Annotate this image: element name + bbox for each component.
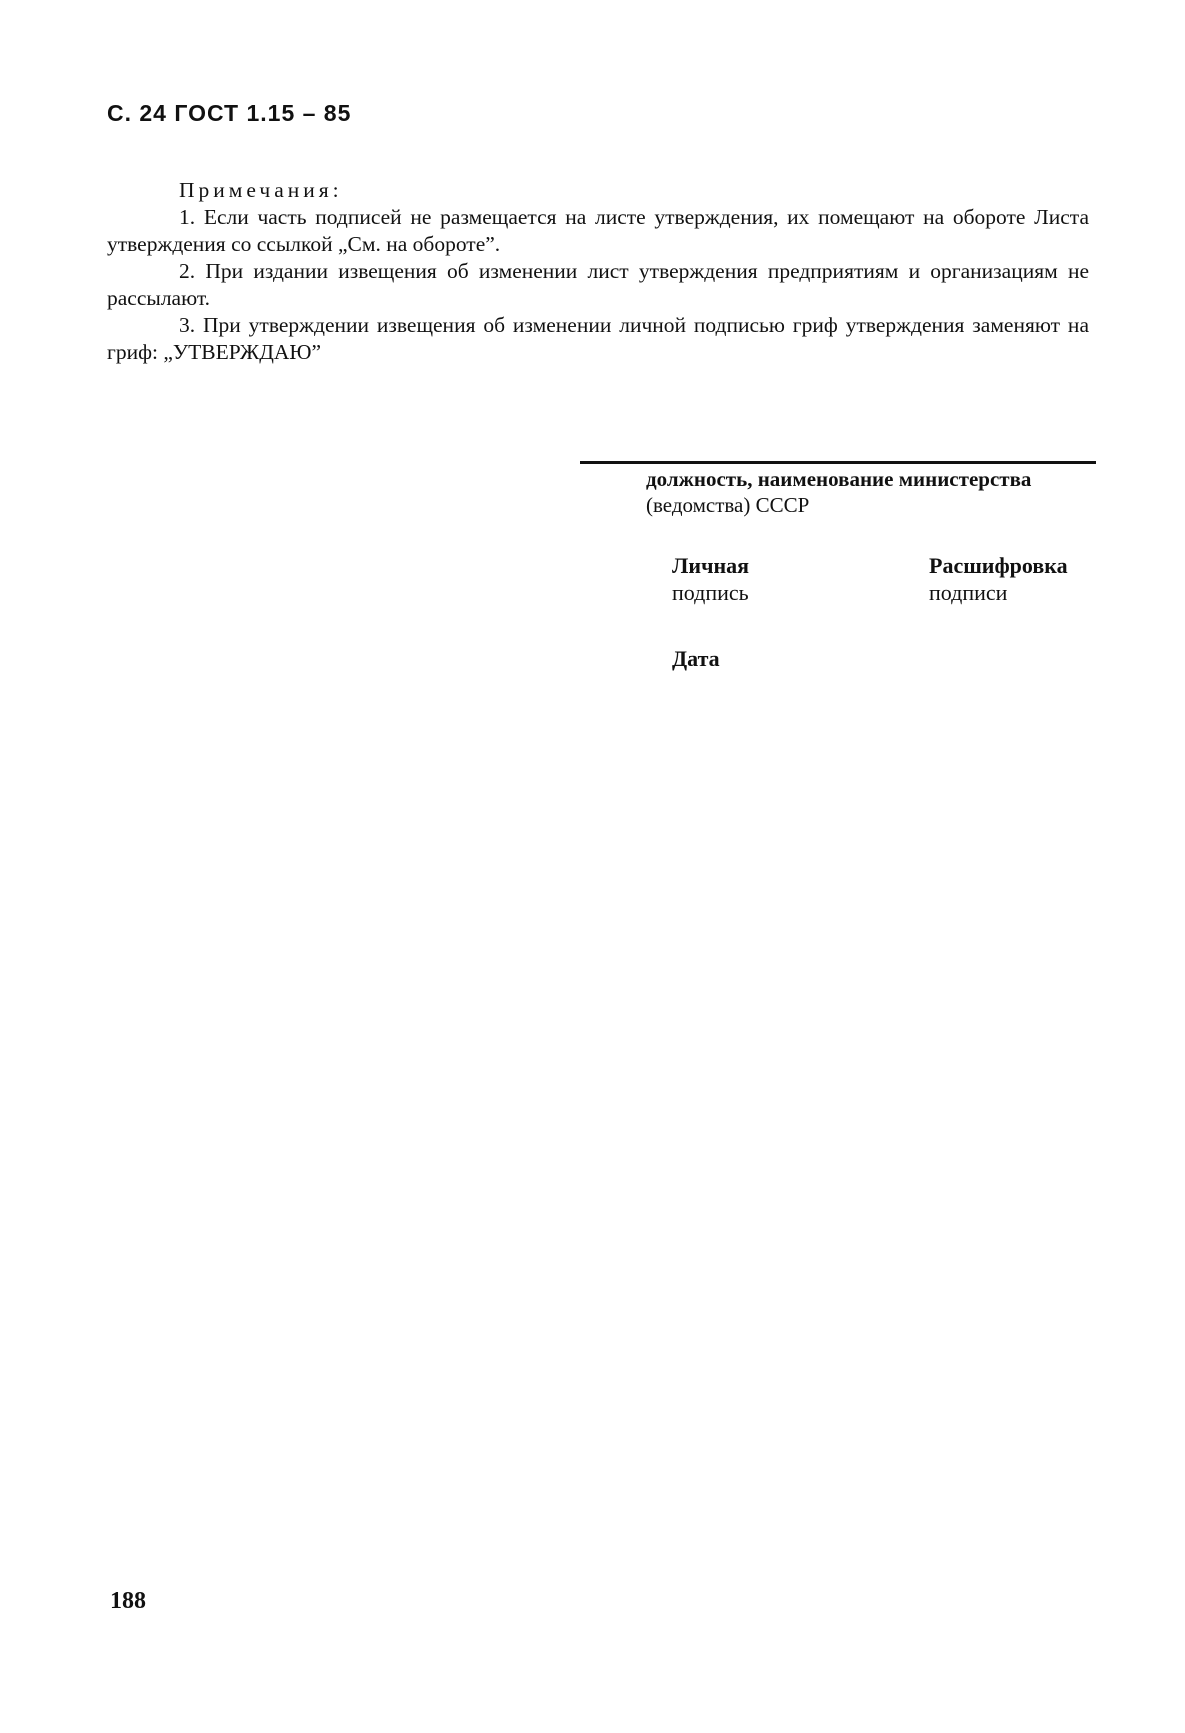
- signature-line: [580, 461, 1096, 464]
- ministry-caption-line: (ведомства) СССР: [646, 493, 810, 517]
- note-item: 2. При издании извещения об изменении лист утверждения предприятиям и организациям не рассылают.: [107, 259, 1089, 310]
- position-caption-line: должность, наименование министерства: [646, 467, 1032, 491]
- signature-decode-field: [929, 552, 1068, 606]
- page-number: 188: [110, 1588, 146, 1614]
- notes-section: [107, 177, 1089, 366]
- running-header: С. 24 ГОСТ 1.15 – 85: [107, 100, 352, 126]
- signature-decode-label: Расшифровка: [929, 553, 1068, 578]
- signature-decode-sublabel: подписи: [929, 580, 1008, 605]
- signature-caption: [646, 466, 1096, 518]
- date-label: Дата: [672, 646, 720, 671]
- note-item: 3. При утверждении извещения об изменении личной подписью гриф утверждения заменяют на гриф: „УТВЕРЖДАЮ”: [107, 313, 1089, 364]
- note-item: 1. Если часть подписей не размещается на листе утверждения, их помещают на обороте Листа утверждения со ссылкой „См. на обороте”.: [107, 205, 1089, 256]
- personal-signature-sublabel: подпись: [672, 580, 749, 605]
- notes-title: Примечания:: [179, 178, 343, 202]
- personal-signature-label: Личная: [672, 553, 750, 578]
- personal-signature-field: [672, 552, 749, 606]
